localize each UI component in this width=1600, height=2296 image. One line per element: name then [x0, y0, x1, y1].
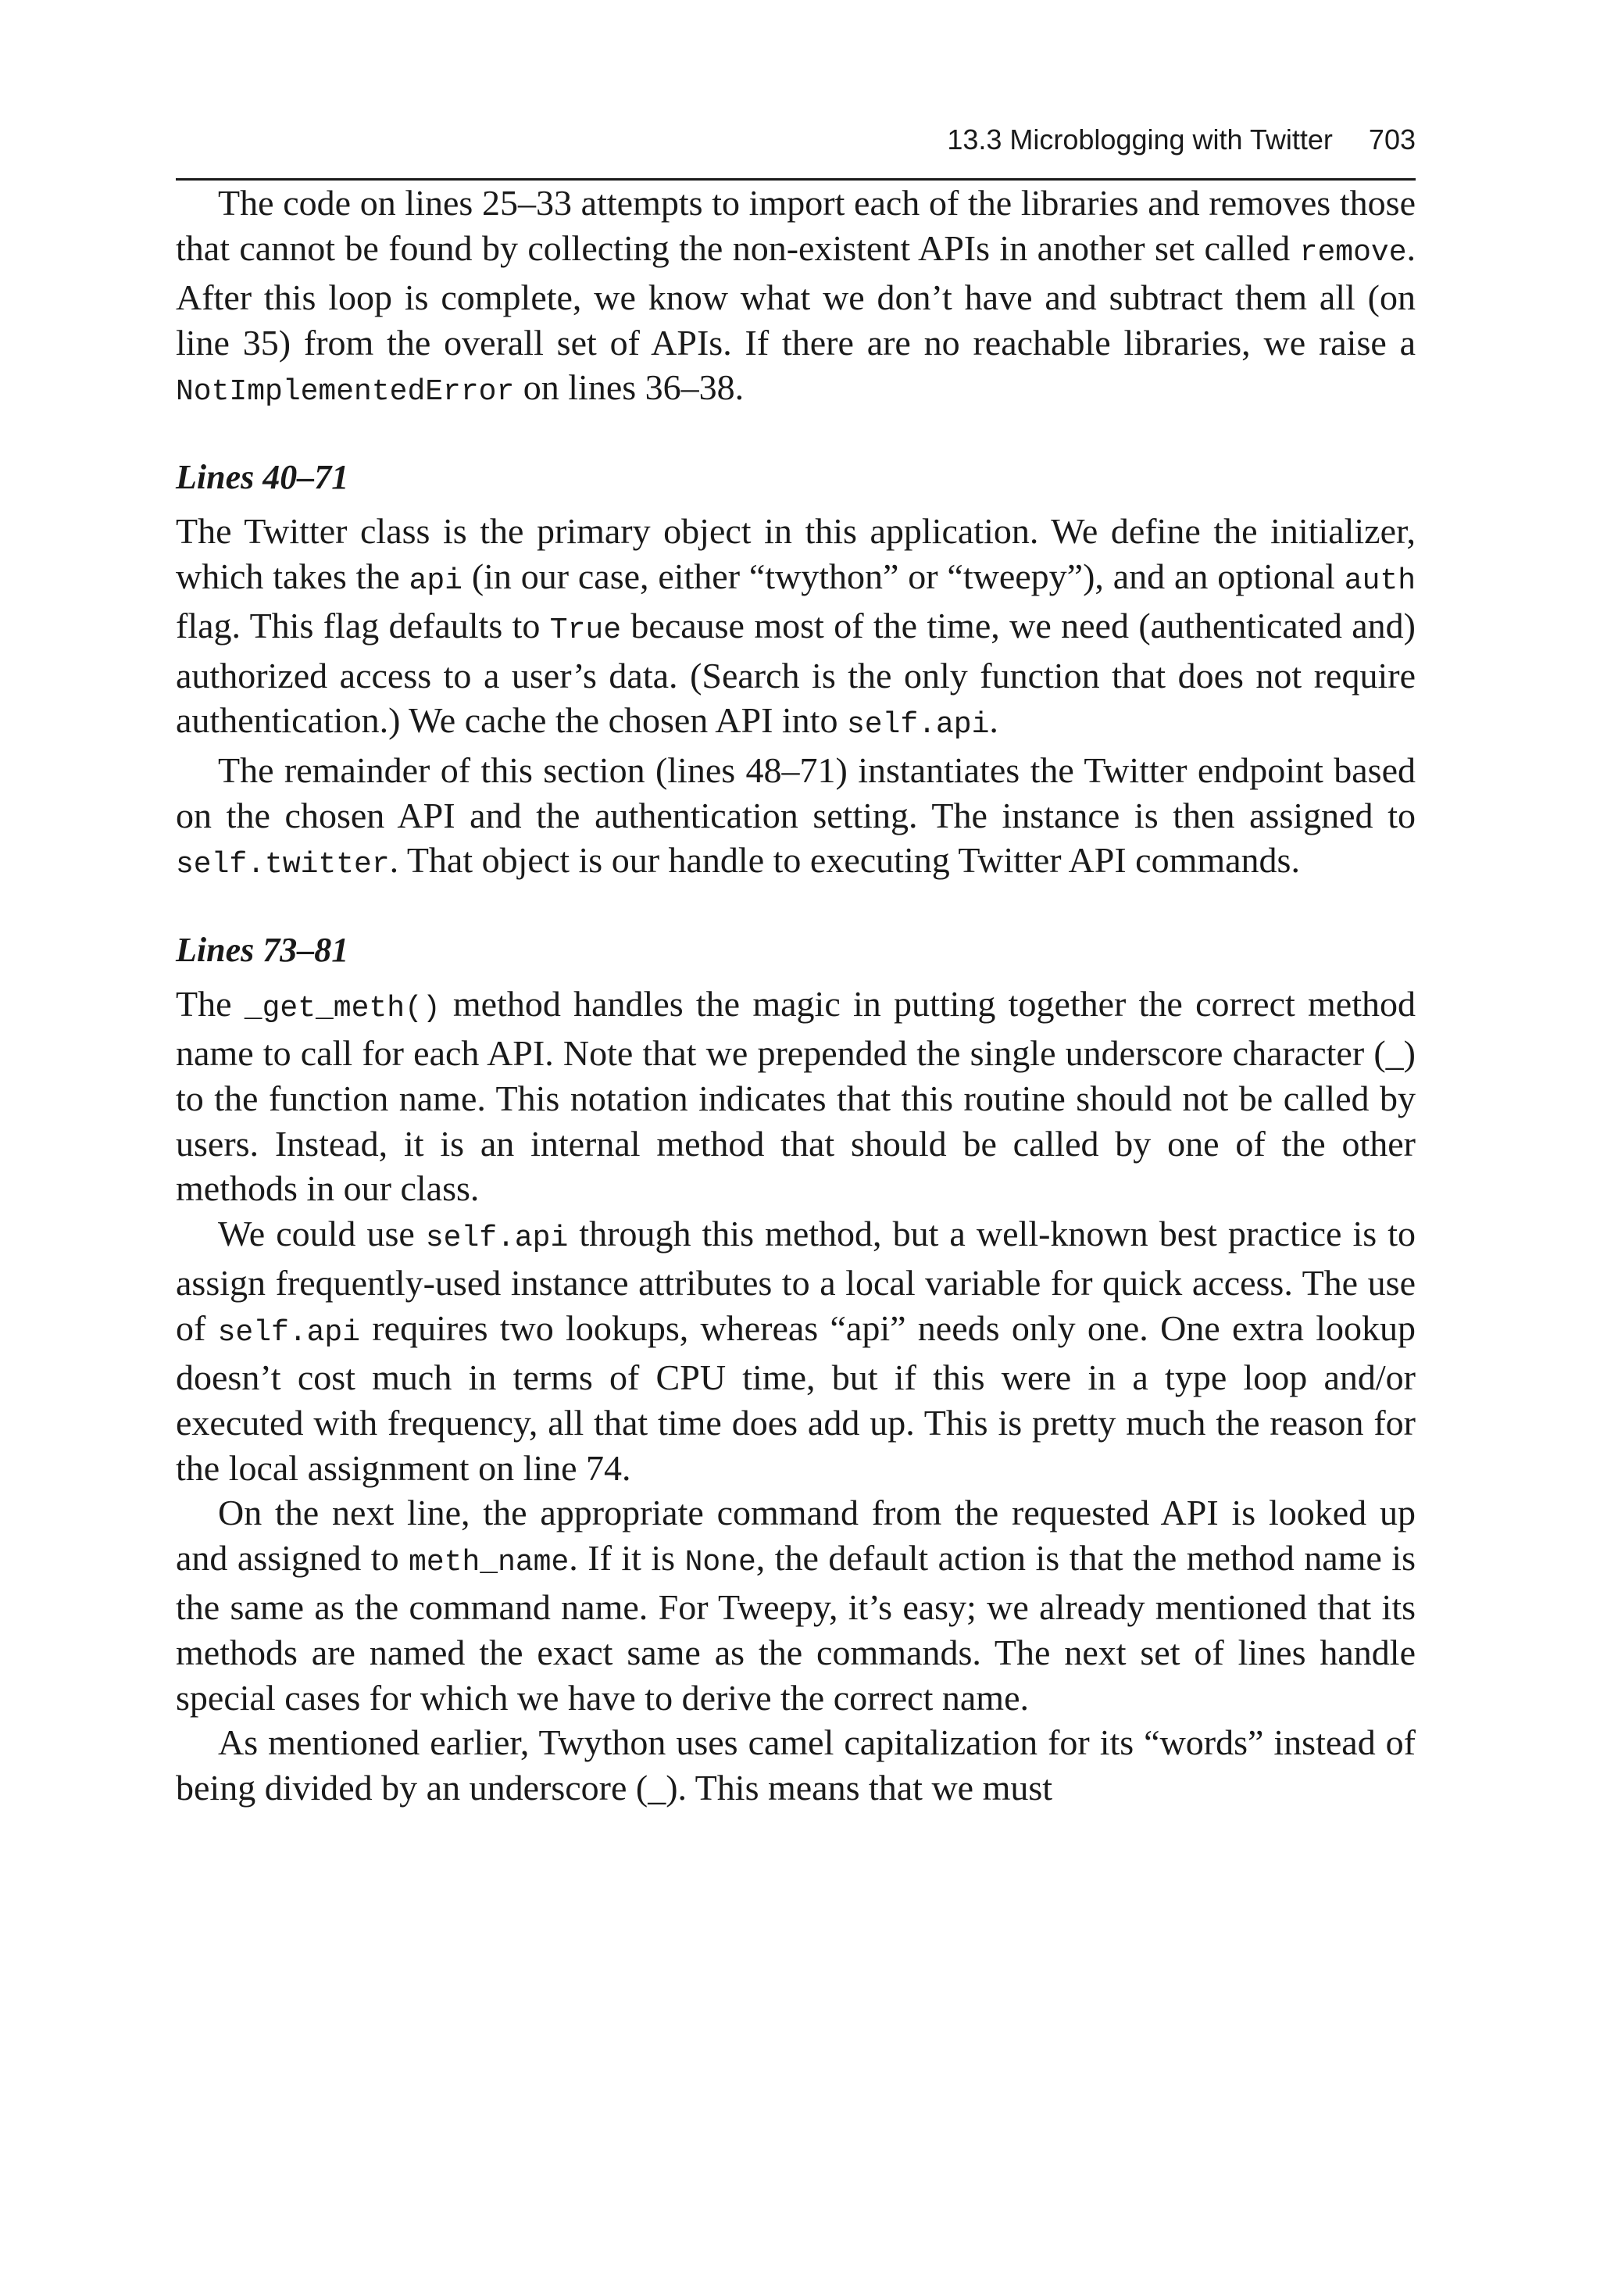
paragraph-import-loop [176, 181, 1416, 415]
text-run: The Twitter class is the primary object in this application. We define the initializer, which takes the [176, 510, 1416, 596]
body-text [176, 181, 1416, 1810]
text-run: . [989, 700, 998, 741]
paragraph-twitter-class [176, 509, 1416, 748]
inline-code: True [549, 613, 622, 648]
inline-code: self.twitter [176, 848, 390, 882]
text-run: method handles the magic in putting together the correct method name to call for each API. Note that we prepended the single underscore character (_) to the function name. This notation indicates that this routine should not be called by users. Instead, it is an internal method that should be called by one of the other methods in our class. [176, 983, 1416, 1209]
text-column [176, 123, 1416, 1810]
text-run: The [176, 983, 245, 1024]
inline-code: self.api [217, 1315, 361, 1350]
subheading-lines-73-81: Lines 73–81 [176, 930, 349, 969]
text-run: flag. This flag defaults to [176, 606, 550, 646]
inline-code: NotImplementedError [176, 375, 515, 409]
running-head [176, 123, 1416, 181]
paragraph-get-meth [176, 982, 1416, 1211]
subheading-lines-40-71: Lines 40–71 [176, 457, 349, 496]
inline-code: None [684, 1545, 756, 1579]
paragraph-meth-name [176, 1490, 1416, 1720]
text-run: We could use [218, 1213, 426, 1254]
text-run: The remainder of this section (lines 48–71) instantiates the Twitter endpoint based on the chosen API and the authentication setting. The instance is then assigned to [176, 749, 1416, 835]
text-run: on lines 36–38. [514, 367, 745, 408]
text-run: As mentioned earlier, Twython uses camel capitalization for its “words” instead of being divided by an underscore (_). This means that we must [176, 1722, 1416, 1808]
text-run: requires two lookups, whereas “api” needs only one. One extra lookup doesn’t cost much in terms of CPU time, but if this were in a type loop and/or executed with frequency, all that time does add up. This is pretty much the reason for the local assignment on line 74. [176, 1307, 1416, 1488]
inline-code: self.api [846, 708, 990, 742]
text-run: through this method, but a well-known best practice is to assign frequently-used instance attributes to a local variable for quick access. The use of [176, 1213, 1416, 1348]
inline-code: self.api [425, 1221, 569, 1255]
page-number: 703 [1368, 123, 1416, 156]
text-run: . After this loop is complete, we know what we don’t have and subtract them all (on line 35) from the overall set of APIs. If there are no reachable libraries, we raise a [176, 227, 1416, 363]
running-head-section: 13.3 Microblogging with Twitter [947, 123, 1333, 156]
text-run: . If it is [569, 1537, 685, 1578]
inline-code: auth [1344, 563, 1416, 598]
inline-code: _get_meth() [244, 991, 441, 1025]
text-run: The code on lines 25–33 attempts to import each of the libraries and removes those that cannot be found by collecting the non-existent APIs in another set called [176, 183, 1416, 268]
paragraph-camel-case [176, 1720, 1416, 1810]
paragraph-local-variable [176, 1211, 1416, 1491]
inline-code: remove [1299, 235, 1407, 270]
inline-code: api [409, 563, 462, 598]
text-run: , the default action is that the method name is the same as the command name. For Tweepy, it’s easy; we already mentioned that its methods are named the exact same as the commands. The next set of lines handle special cases for which we have to derive the correct name. [176, 1537, 1416, 1718]
text-run: because most of the time, we need (authenticated and) authorized access to a user’s data. (Search is the only function that does not require authentication.) We cache the chosen API into [176, 606, 1416, 741]
paragraph-endpoint [176, 748, 1416, 888]
text-run: (in our case, either “twython” or “tweepy”), and an optional [462, 556, 1345, 596]
inline-code: meth_name [409, 1545, 570, 1579]
text-run: . That object is our handle to executing Twitter API commands. [389, 840, 1300, 881]
text-run: On the next line, the appropriate command from the requested API is looked up and assigned to [176, 1493, 1416, 1578]
